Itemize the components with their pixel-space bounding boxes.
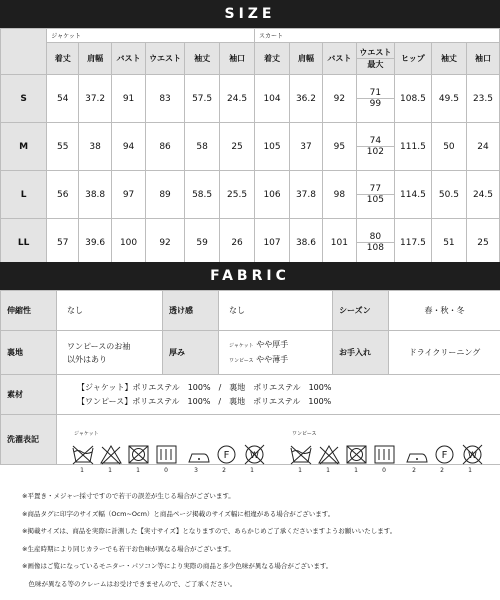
- wash-number: 2: [222, 467, 226, 474]
- dry-clean-f-icon: [218, 446, 235, 463]
- jacket-value: 54: [47, 75, 79, 123]
- waist-max-value: 99: [369, 99, 382, 109]
- sheer-label: 透け感: [163, 291, 219, 331]
- svg-text:F: F: [441, 450, 448, 461]
- thick-jacket-value: やや厚手: [256, 339, 289, 349]
- iron-icon: [407, 454, 427, 462]
- no-bleach-icon: [101, 446, 121, 464]
- thickness-label: 厚み: [163, 331, 219, 375]
- wash-number: 1: [468, 467, 472, 474]
- jacket-value: 25.5: [220, 171, 255, 219]
- waist-header: ウエスト: [357, 47, 394, 59]
- material-line-dress: 【ワンピース】ポリエステル 100% / 裏地 ポリエステル 100%: [77, 396, 332, 406]
- waist-value: 80: [357, 232, 394, 243]
- jacket-value: 86: [146, 123, 185, 171]
- skirt-waist-cell: [356, 123, 394, 171]
- skirt-value: 51: [431, 219, 466, 267]
- size-table: [0, 28, 500, 267]
- skirt-value: 101: [322, 219, 356, 267]
- waist-max-value: 105: [366, 195, 384, 205]
- skirt-value: 111.5: [394, 123, 431, 171]
- material-value: [57, 375, 500, 415]
- skirt-value: 98: [322, 171, 356, 219]
- svg-text:W: W: [250, 451, 259, 461]
- lining-value-line-1: ワンピースのお袖: [67, 341, 131, 351]
- size-row-label: S: [1, 75, 47, 123]
- jacket-value: 38: [79, 123, 112, 171]
- corner-cell: [1, 29, 47, 75]
- size-banner: SIZE: [0, 0, 500, 28]
- skirt-value: 95: [322, 123, 356, 171]
- size-header-12: 袖口: [466, 43, 499, 75]
- wash-symbol-svg: [60, 430, 500, 476]
- skirt-value: 23.5: [466, 75, 499, 123]
- skirt-value: 117.5: [394, 219, 431, 267]
- note-line: ※画像はご覧になっているモニター・パソコン等により実際の商品と多少色味が異なる場合がございます。: [22, 562, 333, 570]
- skirt-value: 38.6: [290, 219, 323, 267]
- tumble-dry-icon: [129, 446, 148, 463]
- season-label: シーズン: [333, 291, 389, 331]
- jacket-value: 97: [112, 171, 146, 219]
- jacket-value: 58.5: [185, 171, 220, 219]
- wash-number: 0: [382, 467, 386, 474]
- wash-label: 洗濯表記: [1, 415, 57, 465]
- skirt-value: 36.2: [290, 75, 323, 123]
- size-header-2: バスト: [112, 43, 146, 75]
- jacket-value: 37.2: [79, 75, 112, 123]
- skirt-value: 92: [322, 75, 356, 123]
- skirt-value: 37.8: [290, 171, 323, 219]
- tumble-dry-icon: [347, 446, 366, 463]
- thick-dress-tag: ワンピース: [229, 357, 254, 364]
- jacket-value: 56: [47, 171, 79, 219]
- wash-number: 2: [412, 467, 416, 474]
- jacket-value: 59: [185, 219, 220, 267]
- no-bleach-icon: [319, 446, 339, 464]
- thickness-value: [219, 331, 333, 375]
- waist-value: 74: [357, 136, 394, 147]
- wash-number: 1: [136, 467, 140, 474]
- wet-clean-w-icon: [245, 445, 264, 464]
- note-line: ※生産時期により同じカラーでも若干お色味が異なる場合がございます。: [22, 544, 235, 553]
- jacket-value: 83: [146, 75, 185, 123]
- wet-clean-w-icon: [463, 445, 482, 464]
- jacket-value: 25: [220, 123, 255, 171]
- jacket-value: 91: [112, 75, 146, 123]
- note-line: ※平置き・メジャー採寸ですので若干の誤差が生じる場合がございます。: [22, 492, 235, 500]
- size-header-9: [356, 43, 394, 75]
- jacket-value: 100: [112, 219, 146, 267]
- skirt-value: 105: [255, 123, 290, 171]
- skirt-value: 50: [431, 123, 466, 171]
- material-label: 素材: [1, 375, 57, 415]
- thick-jacket-tag: ジャケット: [229, 342, 254, 349]
- skirt-value: 107: [255, 219, 290, 267]
- stretch-label: 伸縮性: [1, 291, 57, 331]
- wash-jacket-tag: ジャケット: [74, 431, 99, 437]
- lining-label: 裏地: [1, 331, 57, 375]
- jacket-value: 57.5: [185, 75, 220, 123]
- size-header-6: 着丈: [255, 43, 290, 75]
- skirt-value: 24: [466, 123, 499, 171]
- size-row-label: L: [1, 171, 47, 219]
- thick-dress-value: やや薄手: [256, 354, 289, 364]
- jacket-value: 94: [112, 123, 146, 171]
- size-header-0: 着丈: [47, 43, 79, 75]
- skirt-value: 114.5: [394, 171, 431, 219]
- line-dry-icon: [157, 446, 176, 463]
- care-value: ドライクリーニング: [389, 331, 500, 375]
- wash-number: 3: [194, 467, 198, 474]
- note-line: ※商品タグに印字のサイズ幅（Ocm~Ocm）と商品ページ掲載のサイズ幅に相違がある場合がございます。: [22, 509, 335, 518]
- jacket-value: 57: [47, 219, 79, 267]
- size-header-1: 肩幅: [79, 43, 112, 75]
- wash-number: 1: [354, 467, 358, 474]
- size-header-10: ヒップ: [394, 43, 431, 75]
- svg-text:W: W: [468, 451, 477, 461]
- fabric-banner: FABRIC: [0, 262, 500, 290]
- size-header-3: ウエスト: [146, 43, 185, 75]
- size-header-11: 袖丈: [431, 43, 466, 75]
- material-line-jacket: 【ジャケット】ポリエステル 100% / 裏地 ポリエステル 100%: [77, 382, 332, 392]
- notes-list: [22, 488, 492, 593]
- note-line: 色味が異なる等のクレームはお受けできませんので、ご了承ください。: [22, 579, 237, 588]
- jacket-value: 26: [220, 219, 255, 267]
- stretch-value: なし: [57, 291, 163, 331]
- skirt-group-label: スカート: [255, 29, 500, 43]
- dry-clean-f-icon: [436, 446, 453, 463]
- skirt-value: 50.5: [431, 171, 466, 219]
- skirt-waist-cell: [356, 219, 394, 267]
- skirt-value: 49.5: [431, 75, 466, 123]
- iron-icon: [189, 454, 209, 462]
- size-header-8: バスト: [322, 43, 356, 75]
- size-row-label: M: [1, 123, 47, 171]
- jacket-value: 55: [47, 123, 79, 171]
- jacket-value: 24.5: [220, 75, 255, 123]
- size-row-label: LL: [1, 219, 47, 267]
- waist-value: 77: [357, 184, 394, 195]
- lining-value-line-2: 以外はあり: [67, 354, 107, 364]
- note-line: ※掲載サイズは、商品を実際に計測した【実寸サイズ】となりますので、あらかじめご了承くださいますようお願いいたします。: [22, 527, 397, 535]
- skirt-waist-cell: [356, 75, 394, 123]
- size-header-5: 袖口: [220, 43, 255, 75]
- size-header-4: 袖丈: [185, 43, 220, 75]
- skirt-value: 25: [466, 219, 499, 267]
- jacket-value: 38.8: [79, 171, 112, 219]
- sheer-value: なし: [219, 291, 333, 331]
- size-header-7: 肩幅: [290, 43, 323, 75]
- skirt-value: 106: [255, 171, 290, 219]
- wash-number: 1: [326, 467, 330, 474]
- wash-number: 1: [80, 467, 84, 474]
- lining-value: [57, 331, 163, 375]
- waist-value: 71: [357, 88, 394, 99]
- svg-text:F: F: [223, 450, 230, 461]
- jacket-value: 58: [185, 123, 220, 171]
- wash-number: 1: [250, 467, 254, 474]
- jacket-value: 39.6: [79, 219, 112, 267]
- waist-max-label: 最大: [367, 60, 384, 69]
- skirt-waist-cell: [356, 171, 394, 219]
- wash-number: 0: [164, 467, 168, 474]
- wash-number: 1: [108, 467, 112, 474]
- skirt-value: 24.5: [466, 171, 499, 219]
- skirt-value: 37: [290, 123, 323, 171]
- wash-dress-tag: ワンピース: [292, 431, 317, 437]
- wash-tub-icon: [73, 446, 93, 464]
- line-dry-icon: [375, 446, 394, 463]
- waist-max-value: 108: [366, 243, 384, 253]
- jacket-group-label: ジャケット: [47, 29, 255, 43]
- wash-tub-icon: [291, 446, 311, 464]
- wash-number: 2: [440, 467, 444, 474]
- jacket-value: 89: [146, 171, 185, 219]
- jacket-value: 92: [146, 219, 185, 267]
- skirt-value: 104: [255, 75, 290, 123]
- wash-symbols: [60, 430, 500, 476]
- season-value: 春・秋・冬: [389, 291, 500, 331]
- waist-max-value: 102: [366, 147, 384, 157]
- wash-number: 1: [298, 467, 302, 474]
- skirt-value: 108.5: [394, 75, 431, 123]
- care-label: お手入れ: [333, 331, 389, 375]
